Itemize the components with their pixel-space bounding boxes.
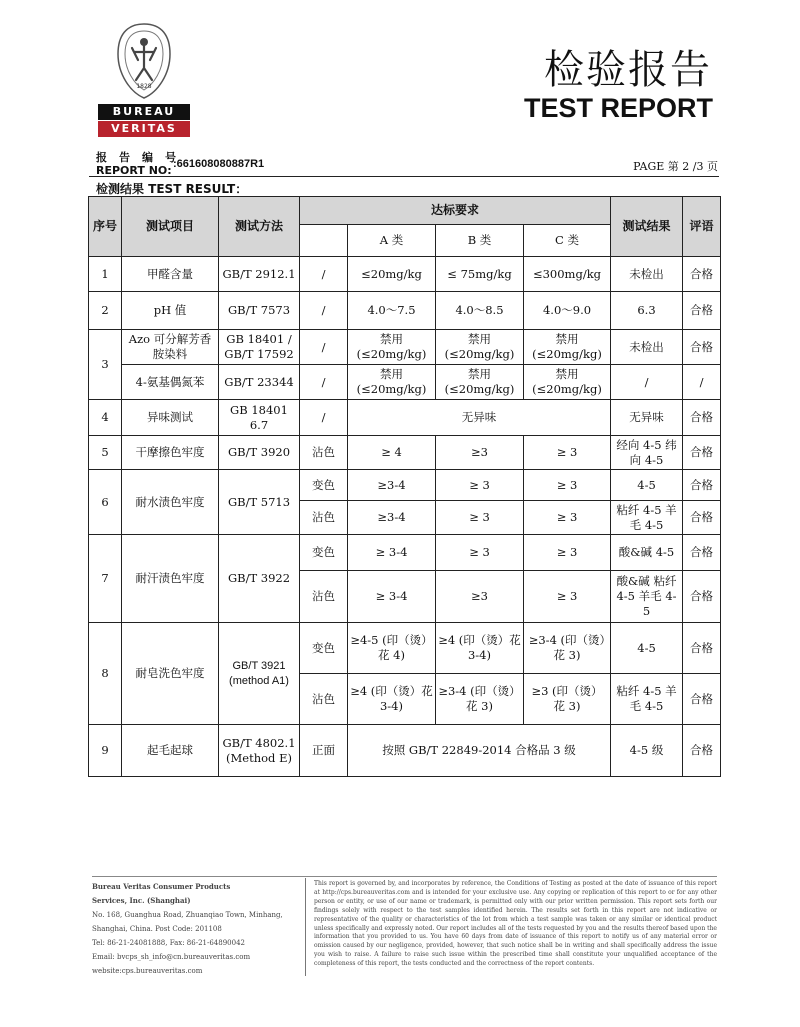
row-sub: / <box>300 292 348 330</box>
row-class-a: ≥ 3-4 <box>348 535 436 571</box>
table-header-row <box>89 197 721 225</box>
row-method: GB/T 2912.1 <box>219 257 300 292</box>
row-class-a: ≥ 3-4 <box>348 571 436 623</box>
row-remark: 合格 <box>683 674 721 725</box>
row-no: 3 <box>89 330 122 400</box>
row-sub: / <box>300 330 348 365</box>
row-item: 甲醛含量 <box>122 257 219 292</box>
row-item: pH 值 <box>122 292 219 330</box>
row-no: 5 <box>89 436 122 470</box>
footer-company-line-1: Bureau Veritas Consumer Products <box>92 882 231 891</box>
row-method: GB/T 3920 <box>219 436 300 470</box>
table-row <box>89 623 721 674</box>
row-remark: / <box>683 365 721 400</box>
section-title: 检测结果 TEST RESULT： <box>96 182 248 196</box>
row-class-a: 4.0～7.5 <box>348 292 436 330</box>
row-method: GB 18401 / GB/T 17592 <box>219 330 300 365</box>
footer-address-2: Shanghai, China. Post Code: 201108 <box>92 925 222 933</box>
row-sub: 沾色 <box>300 436 348 470</box>
row-method: GB/T 3922 <box>219 535 300 623</box>
row-sub: / <box>300 257 348 292</box>
row-method: GB 18401 6.7 <box>219 400 300 436</box>
table-row <box>89 725 721 777</box>
row-item: 耐汗渍色牢度 <box>122 535 219 623</box>
row-result: 4-5 级 <box>611 725 683 777</box>
row-result: 6.3 <box>611 292 683 330</box>
row-class-c: 禁用 (≤20mg/kg) <box>524 365 611 400</box>
row-remark: 合格 <box>683 400 721 436</box>
row-no: 9 <box>89 725 122 777</box>
row-class-a: 禁用 (≤20mg/kg) <box>348 330 436 365</box>
title-english: TEST REPORT <box>523 93 713 123</box>
row-class-b: ≥ 3 <box>436 535 524 571</box>
row-method: GB/T 5713 <box>219 470 300 535</box>
row-item: 异味测试 <box>122 400 219 436</box>
row-result: 经向 4-5 纬向 4-5 <box>611 436 683 470</box>
row-class-c: ≥ 3 <box>524 436 611 470</box>
header-remark: 评语 <box>683 197 721 257</box>
row-remark: 合格 <box>683 535 721 571</box>
row-sub: 变色 <box>300 535 348 571</box>
row-class-c: ≥ 3 <box>524 470 611 501</box>
header-item: 测试项目 <box>122 197 219 257</box>
row-method: GB/T 3921 (method A1) <box>219 623 300 725</box>
row-method: GB/T 7573 <box>219 292 300 330</box>
row-sub: 沾色 <box>300 674 348 725</box>
table-row <box>89 257 721 292</box>
bureau-veritas-logo <box>98 22 190 137</box>
row-remark: 合格 <box>683 501 721 535</box>
seal-icon <box>114 22 174 100</box>
row-remark: 合格 <box>683 330 721 365</box>
footer-disclaimer: This report is governed by, and incorporates by reference, the Conditions of Testing as posted at the date of issuance of this report at http://cps.bureauveritas.com and is intended for your exclusive use. Any copying or replication of this report to or for any other person or entity, or use of our name or trademark, is permitted only with our prior written permission. This report sets forth our findings solely with respect to the test samples identified herein. The results set forth in this report are not indicative or representative of the quality or characteristics of the lot from which a test sample was taken or any similar or identical product unless specifically and expressly noted. Our report includes all of the tests requested by you and the results thereof based upon the information that you provided to us. You have 60 days from date of issuance of this report to notify us of any material error or omission caused by our negligence, provided, however, that such notice shall be in writing and shall specifically address the issue you wish to raise. A failure to raise such issue within the prescribed time shall constitute your unqualified acceptance of the completeness of this report, the tests conducted and the correctness of the report contents. <box>314 880 717 968</box>
row-class-c: ≤300mg/kg <box>524 257 611 292</box>
row-class-a: ≥3-4 <box>348 501 436 535</box>
row-sub: 正面 <box>300 725 348 777</box>
row-class-b: ≥ 3 <box>436 501 524 535</box>
row-class-b: 禁用 (≤20mg/kg) <box>436 365 524 400</box>
footer-email[interactable]: Email: bvcps_sh_info@cn.bureauveritas.com <box>92 953 251 961</box>
row-result: / <box>611 365 683 400</box>
report-no-value: :661608080887R1 <box>173 158 265 170</box>
report-no-label-en: REPORT NO: <box>96 164 172 177</box>
brand-line-2: VERITAS <box>98 121 190 137</box>
row-item: 4-氨基偶氮苯 <box>122 365 219 400</box>
row-remark: 合格 <box>683 623 721 674</box>
table-row <box>89 436 721 470</box>
row-remark: 合格 <box>683 257 721 292</box>
row-class-b: ≥ 3 <box>436 470 524 501</box>
row-class-a: 禁用 (≤20mg/kg) <box>348 365 436 400</box>
row-remark: 合格 <box>683 292 721 330</box>
footer-company-line-2: Services, Inc. (Shanghai) <box>92 896 191 905</box>
row-no: 8 <box>89 623 122 725</box>
row-item: Azo 可分解芳香胺染料 <box>122 330 219 365</box>
table-row <box>89 365 721 400</box>
table-row <box>89 330 721 365</box>
row-requirement-merged: 按照 GB/T 22849-2014 合格品 3 级 <box>348 725 611 777</box>
row-class-b: 4.0～8.5 <box>436 292 524 330</box>
header-divider <box>89 176 719 177</box>
row-sub: 变色 <box>300 470 348 501</box>
row-item: 干摩擦色牢度 <box>122 436 219 470</box>
row-sub: / <box>300 365 348 400</box>
row-no: 2 <box>89 292 122 330</box>
row-class-b: ≥4 (印（烫）花 3-4) <box>436 623 524 674</box>
footer-address-1: No. 168, Guanghua Road, Zhuanqiao Town, Minhang, <box>92 911 283 919</box>
row-method: GB/T 4802.1 (Method E) <box>219 725 300 777</box>
row-class-a: ≥3-4 <box>348 470 436 501</box>
row-class-c: ≥ 3 <box>524 571 611 623</box>
row-class-b: ≥3 <box>436 436 524 470</box>
row-sub: 变色 <box>300 623 348 674</box>
row-no: 4 <box>89 400 122 436</box>
row-no: 7 <box>89 535 122 623</box>
table-row <box>89 535 721 571</box>
footer-vertical-divider <box>305 878 306 976</box>
row-no: 6 <box>89 470 122 535</box>
row-result: 酸&碱 4-5 <box>611 535 683 571</box>
row-result: 4-5 <box>611 470 683 501</box>
row-class-a: ≥4-5 (印（烫）花 4) <box>348 623 436 674</box>
row-sub: 沾色 <box>300 571 348 623</box>
row-item: 耐水渍色牢度 <box>122 470 219 535</box>
result-table <box>88 196 721 777</box>
header-requirement: 达标要求 <box>300 197 611 225</box>
row-result: 4-5 <box>611 623 683 674</box>
row-remark: 合格 <box>683 436 721 470</box>
row-class-c: ≥ 3 <box>524 535 611 571</box>
row-method: GB/T 23344 <box>219 365 300 400</box>
row-result: 无异味 <box>611 400 683 436</box>
row-remark: 合格 <box>683 571 721 623</box>
row-sub: 沾色 <box>300 501 348 535</box>
table-row <box>89 470 721 501</box>
row-class-c: 禁用 (≤20mg/kg) <box>524 330 611 365</box>
footer-website[interactable]: website:cps.bureauveritas.com <box>92 967 203 975</box>
row-sub: / <box>300 400 348 436</box>
row-remark: 合格 <box>683 725 721 777</box>
header-class-c: C 类 <box>524 225 611 257</box>
row-class-b: 禁用 (≤20mg/kg) <box>436 330 524 365</box>
header-class-b: B 类 <box>436 225 524 257</box>
table-row <box>89 400 721 436</box>
header-result: 测试结果 <box>611 197 683 257</box>
report-no-label-cn: 报告编号 <box>96 151 188 164</box>
row-class-c: ≥3-4 (印（烫）花 3) <box>524 623 611 674</box>
brand-line-1: BUREAU <box>98 104 190 120</box>
header-no: 序号 <box>89 197 122 257</box>
row-result: 未检出 <box>611 257 683 292</box>
row-item: 耐皂洗色牢度 <box>122 623 219 725</box>
table-row <box>89 292 721 330</box>
title-chinese: 检验报告 <box>544 47 712 93</box>
row-class-a: ≥4 (印（烫）花 3-4) <box>348 674 436 725</box>
row-result: 粘纤 4-5 羊毛 4-5 <box>611 674 683 725</box>
header-class-a: A 类 <box>348 225 436 257</box>
row-class-c: ≥ 3 <box>524 501 611 535</box>
row-class-b: ≤ 75mg/kg <box>436 257 524 292</box>
page-indicator: PAGE 第 2 /3 页 <box>633 160 718 173</box>
header-method: 测试方法 <box>219 197 300 257</box>
row-class-a: ≤20mg/kg <box>348 257 436 292</box>
footer-company-info <box>92 880 297 978</box>
row-item: 起毛起球 <box>122 725 219 777</box>
row-class-b: ≥3-4 (印（烫）花 3) <box>436 674 524 725</box>
header-blank <box>300 225 348 257</box>
row-result: 粘纤 4-5 羊毛 4-5 <box>611 501 683 535</box>
row-no: 1 <box>89 257 122 292</box>
footer-tel: Tel: 86-21-24081888, Fax: 86-21-64890042 <box>92 939 245 947</box>
row-class-c: ≥3 (印（烫）花 3) <box>524 674 611 725</box>
row-class-a: ≥ 4 <box>348 436 436 470</box>
row-result: 酸&碱 粘纤 4-5 羊毛 4-5 <box>611 571 683 623</box>
seal-year: 1828 <box>136 83 152 90</box>
row-result: 未检出 <box>611 330 683 365</box>
footer-divider <box>92 876 717 877</box>
row-remark: 合格 <box>683 470 721 501</box>
row-class-c: 4.0～9.0 <box>524 292 611 330</box>
row-requirement-merged: 无异味 <box>348 400 611 436</box>
row-class-b: ≥3 <box>436 571 524 623</box>
